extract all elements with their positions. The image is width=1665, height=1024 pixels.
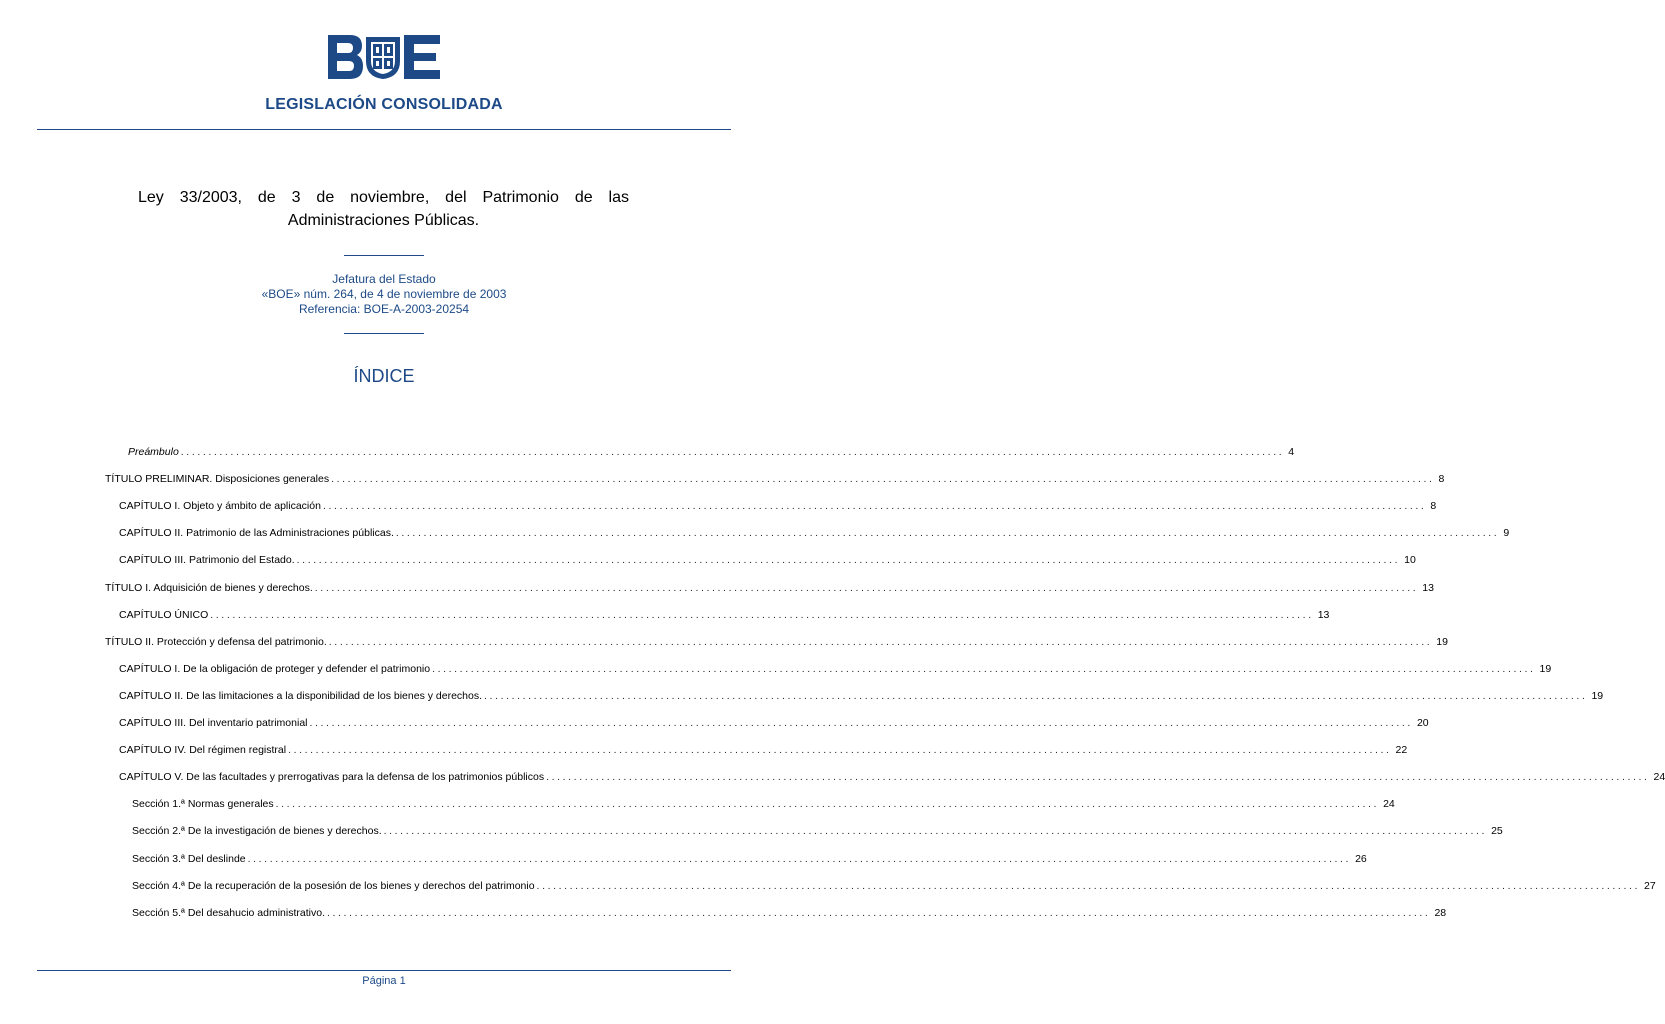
toc-entry-label: CAPÍTULO ÚNICO	[119, 609, 209, 621]
toc-leader-dots: ........................................................................................................................................................................................................	[536, 880, 1640, 892]
toc-leader-dots: ........................................................................................................................................................................................................	[326, 907, 1431, 919]
toc-entry-page: 20	[1416, 717, 1429, 729]
toc-leader-dots: ........................................................................................................................................................................................................	[331, 473, 1435, 485]
toc-entry	[0, 552, 1416, 568]
toc-entry	[0, 688, 1604, 704]
toc-leader-dots: ........................................................................................................................................................................................................	[322, 500, 1427, 512]
title-divider-top	[344, 255, 424, 256]
toc-entry-page: 8	[1438, 473, 1445, 485]
document-title-line-2: Administraciones Públicas.	[287, 212, 480, 229]
toc-entry	[0, 796, 1395, 812]
toc-leader-dots: ........................................................................................................................................................................................................	[484, 690, 1588, 702]
toc-entry-page: 24	[1653, 771, 1665, 783]
toc-entry-label: TÍTULO II. Protección y defensa del patrimonio.	[105, 636, 327, 648]
toc-entry-page: 28	[1434, 907, 1447, 919]
toc-leader-dots: ........................................................................................................................................................................................................	[432, 663, 1536, 675]
toc-entry-page: 10	[1404, 554, 1416, 566]
coat-of-arms-icon	[366, 37, 400, 79]
toc-entry	[0, 444, 1295, 460]
toc-leader-dots: ........................................................................................................................................................................................................	[296, 554, 1401, 566]
toc-entry-label: CAPÍTULO III. Patrimonio del Estado.	[119, 554, 295, 566]
toc-entry-page: 19	[1436, 636, 1448, 648]
toc-leader-dots: ........................................................................................................................................................................................................	[546, 771, 1650, 783]
header-divider	[37, 129, 731, 130]
toc-entry	[0, 607, 1330, 623]
toc-entry-page: 25	[1491, 825, 1503, 837]
toc-entry-page: 26	[1355, 853, 1367, 865]
header-title: LEGISLACIÓN CONSOLIDADA	[265, 96, 503, 113]
toc-entry-page: 8	[1430, 500, 1437, 512]
toc-entry	[0, 498, 1437, 514]
page-number: Página 1	[362, 975, 406, 987]
toc-leader-dots: ........................................................................................................................................................................................................	[314, 582, 1419, 594]
boe-logo	[328, 35, 440, 79]
toc-leader-dots: ........................................................................................................................................................................................................	[275, 798, 1380, 810]
toc-entry-label: Sección 4.ª De la recuperación de la posesión de los bienes y derechos del patrimonio	[132, 880, 535, 892]
toc-entry-page: 19	[1539, 663, 1552, 675]
toc-entry-label: Sección 2.ª De la investigación de bienes y derechos.	[132, 825, 382, 837]
toc-entry-label: Preámbulo	[128, 446, 179, 458]
document-reference: Referencia: BOE-A-2003-20254	[298, 302, 470, 316]
footer-divider	[37, 970, 731, 971]
gazette-reference: «BOE» núm. 264, de 4 de noviembre de 2003	[261, 287, 507, 301]
issuer: Jefatura del Estado	[332, 272, 436, 286]
toc-entry-page: 4	[1288, 446, 1295, 458]
toc-entry-label: CAPÍTULO V. De las facultades y prerrogativas para la defensa de los patrimonios públicos	[119, 771, 545, 783]
toc-leader-dots: ........................................................................................................................................................................................................	[328, 636, 1433, 648]
toc-entry-label: Sección 3.ª Del deslinde	[132, 853, 246, 865]
toc-entry-label: CAPÍTULO I. De la obligación de proteger y defender el patrimonio	[119, 663, 431, 675]
title-divider-bottom	[344, 333, 424, 334]
toc-entry-page: 27	[1644, 880, 1656, 892]
toc-leader-dots: ........................................................................................................................................................................................................	[180, 446, 1285, 458]
toc-entry	[0, 742, 1408, 758]
toc-entry	[0, 525, 1510, 541]
index-title: ÍNDICE	[353, 366, 415, 386]
toc-entry	[0, 769, 1665, 785]
toc-entry	[0, 851, 1367, 867]
toc-entry	[0, 905, 1447, 921]
toc-entry	[0, 715, 1429, 731]
toc-entry-page: 19	[1591, 690, 1604, 702]
toc-entry-label: CAPÍTULO II. Patrimonio de las Administraciones públicas.	[119, 527, 394, 539]
toc-entry-label: Sección 5.ª Del desahucio administrativo.	[132, 907, 325, 919]
toc-entry	[0, 823, 1503, 839]
toc-entry-label: CAPÍTULO IV. Del régimen registral	[119, 744, 287, 756]
toc-entry	[0, 878, 1656, 894]
toc-entry-label: Sección 1.ª Normas generales	[132, 798, 274, 810]
toc-entry-page: 13	[1317, 609, 1330, 621]
toc-entry-label: CAPÍTULO II. De las limitaciones a la disponibilidad de los bienes y derechos.	[119, 690, 483, 702]
toc-entry-label: CAPÍTULO III. Del inventario patrimonial	[119, 717, 308, 729]
toc-entry-label: CAPÍTULO I. Objeto y ámbito de aplicación	[119, 500, 321, 512]
toc-entry	[0, 661, 1552, 677]
document-title	[138, 186, 629, 232]
toc-leader-dots: ........................................................................................................................................................................................................	[210, 609, 1314, 621]
toc-entry-page: 22	[1395, 744, 1408, 756]
toc-entry-page: 9	[1503, 527, 1510, 539]
toc-leader-dots: ........................................................................................................................................................................................................	[247, 853, 1352, 865]
toc-leader-dots: ........................................................................................................................................................................................................	[309, 717, 1413, 729]
toc-leader-dots: ........................................................................................................................................................................................................	[288, 744, 1392, 756]
toc-entry-page: 24	[1383, 798, 1395, 810]
toc-entry-page: 13	[1422, 582, 1434, 594]
toc-entry-label: TÍTULO I. Adquisición de bienes y derechos.	[105, 582, 313, 594]
document-title-line-1: Ley 33/2003, de 3 de noviembre, del Patrimonio de las	[138, 189, 629, 206]
toc-entry	[0, 580, 1434, 596]
toc-entry	[0, 634, 1448, 650]
toc-entry	[0, 471, 1445, 487]
toc-leader-dots: ........................................................................................................................................................................................................	[395, 527, 1500, 539]
toc-entry-label: TÍTULO PRELIMINAR. Disposiciones generales	[105, 473, 330, 485]
toc-leader-dots: ........................................................................................................................................................................................................	[383, 825, 1488, 837]
